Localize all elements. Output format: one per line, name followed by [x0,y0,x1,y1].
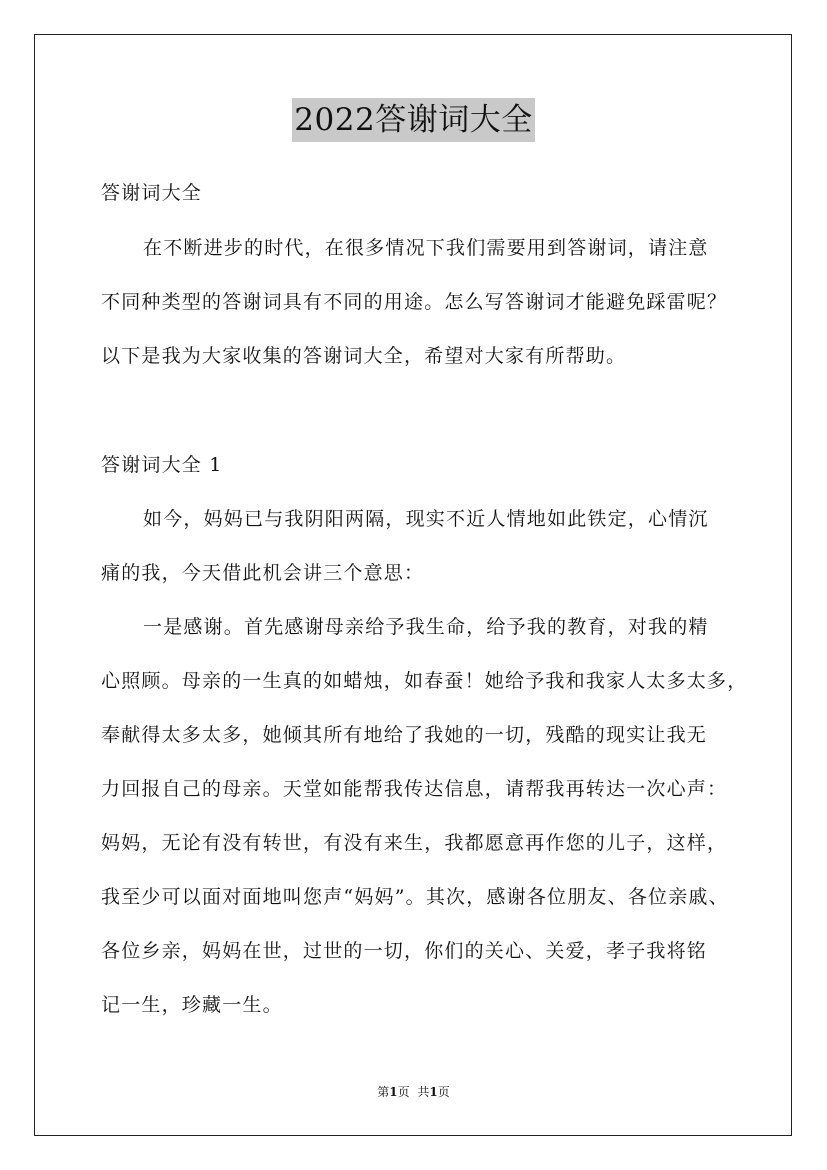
page-number-total: 1 [429,1085,438,1099]
body-line-4: 心照顾。母亲的一生真的如蜡烛，如春蚕！她给予我和我家人太多太多， [101,670,748,692]
section-heading: 答谢词大全 [101,182,203,204]
document-title: 2022答谢词大全 [292,98,534,142]
total-label-suffix: 页 [437,1085,450,1099]
intro-line-3: 以下是我为大家收集的答谢词大全，希望对大家有所帮助。 [101,345,627,367]
section-heading-1: 答谢词大全 1 [101,454,223,476]
total-label-prefix: 共 [417,1085,430,1099]
body-line-6: 力回报自己的母亲。天堂如能帮我传达信息，请帮我再转达一次心声： [101,778,728,800]
page-footer [0,1084,827,1100]
page-number-current: 1 [389,1085,398,1099]
title-container [0,98,827,142]
body-line-2: 痛的我，今天借此机会讲三个意思： [101,562,425,584]
body-line-3: 一是感谢。首先感谢母亲给予我生命，给予我的教育，对我的精 [143,616,709,638]
body-line-8: 我至少可以面对面地叫您声“妈妈”。其次，感谢各位朋友、各位亲戚、 [101,886,729,908]
page-label-prefix: 第 [377,1085,390,1099]
body-line-9: 各位乡亲，妈妈在世，过世的一切，你们的关心、关爱，孝子我将铭 [101,940,708,962]
intro-line-1: 在不断进步的时代，在很多情况下我们需要用到答谢词，请注意 [143,237,709,259]
page-label-suffix: 页 [397,1085,410,1099]
body-line-5: 奉献得太多太多，她倾其所有地给了我她的一切，残酷的现实让我无 [101,724,708,746]
intro-line-2: 不同种类型的答谢词具有不同的用途。怎么写答谢词才能避免踩雷呢？ [101,291,728,313]
body-line-7: 妈妈，无论有没有转世，有没有来生，我都愿意再作您的儿子，这样， [101,832,728,854]
body-line-1: 如今，妈妈已与我阴阳两隔，现实不近人情地如此铁定，心情沉 [143,508,709,530]
body-line-10: 记一生，珍藏一生。 [101,994,283,1016]
